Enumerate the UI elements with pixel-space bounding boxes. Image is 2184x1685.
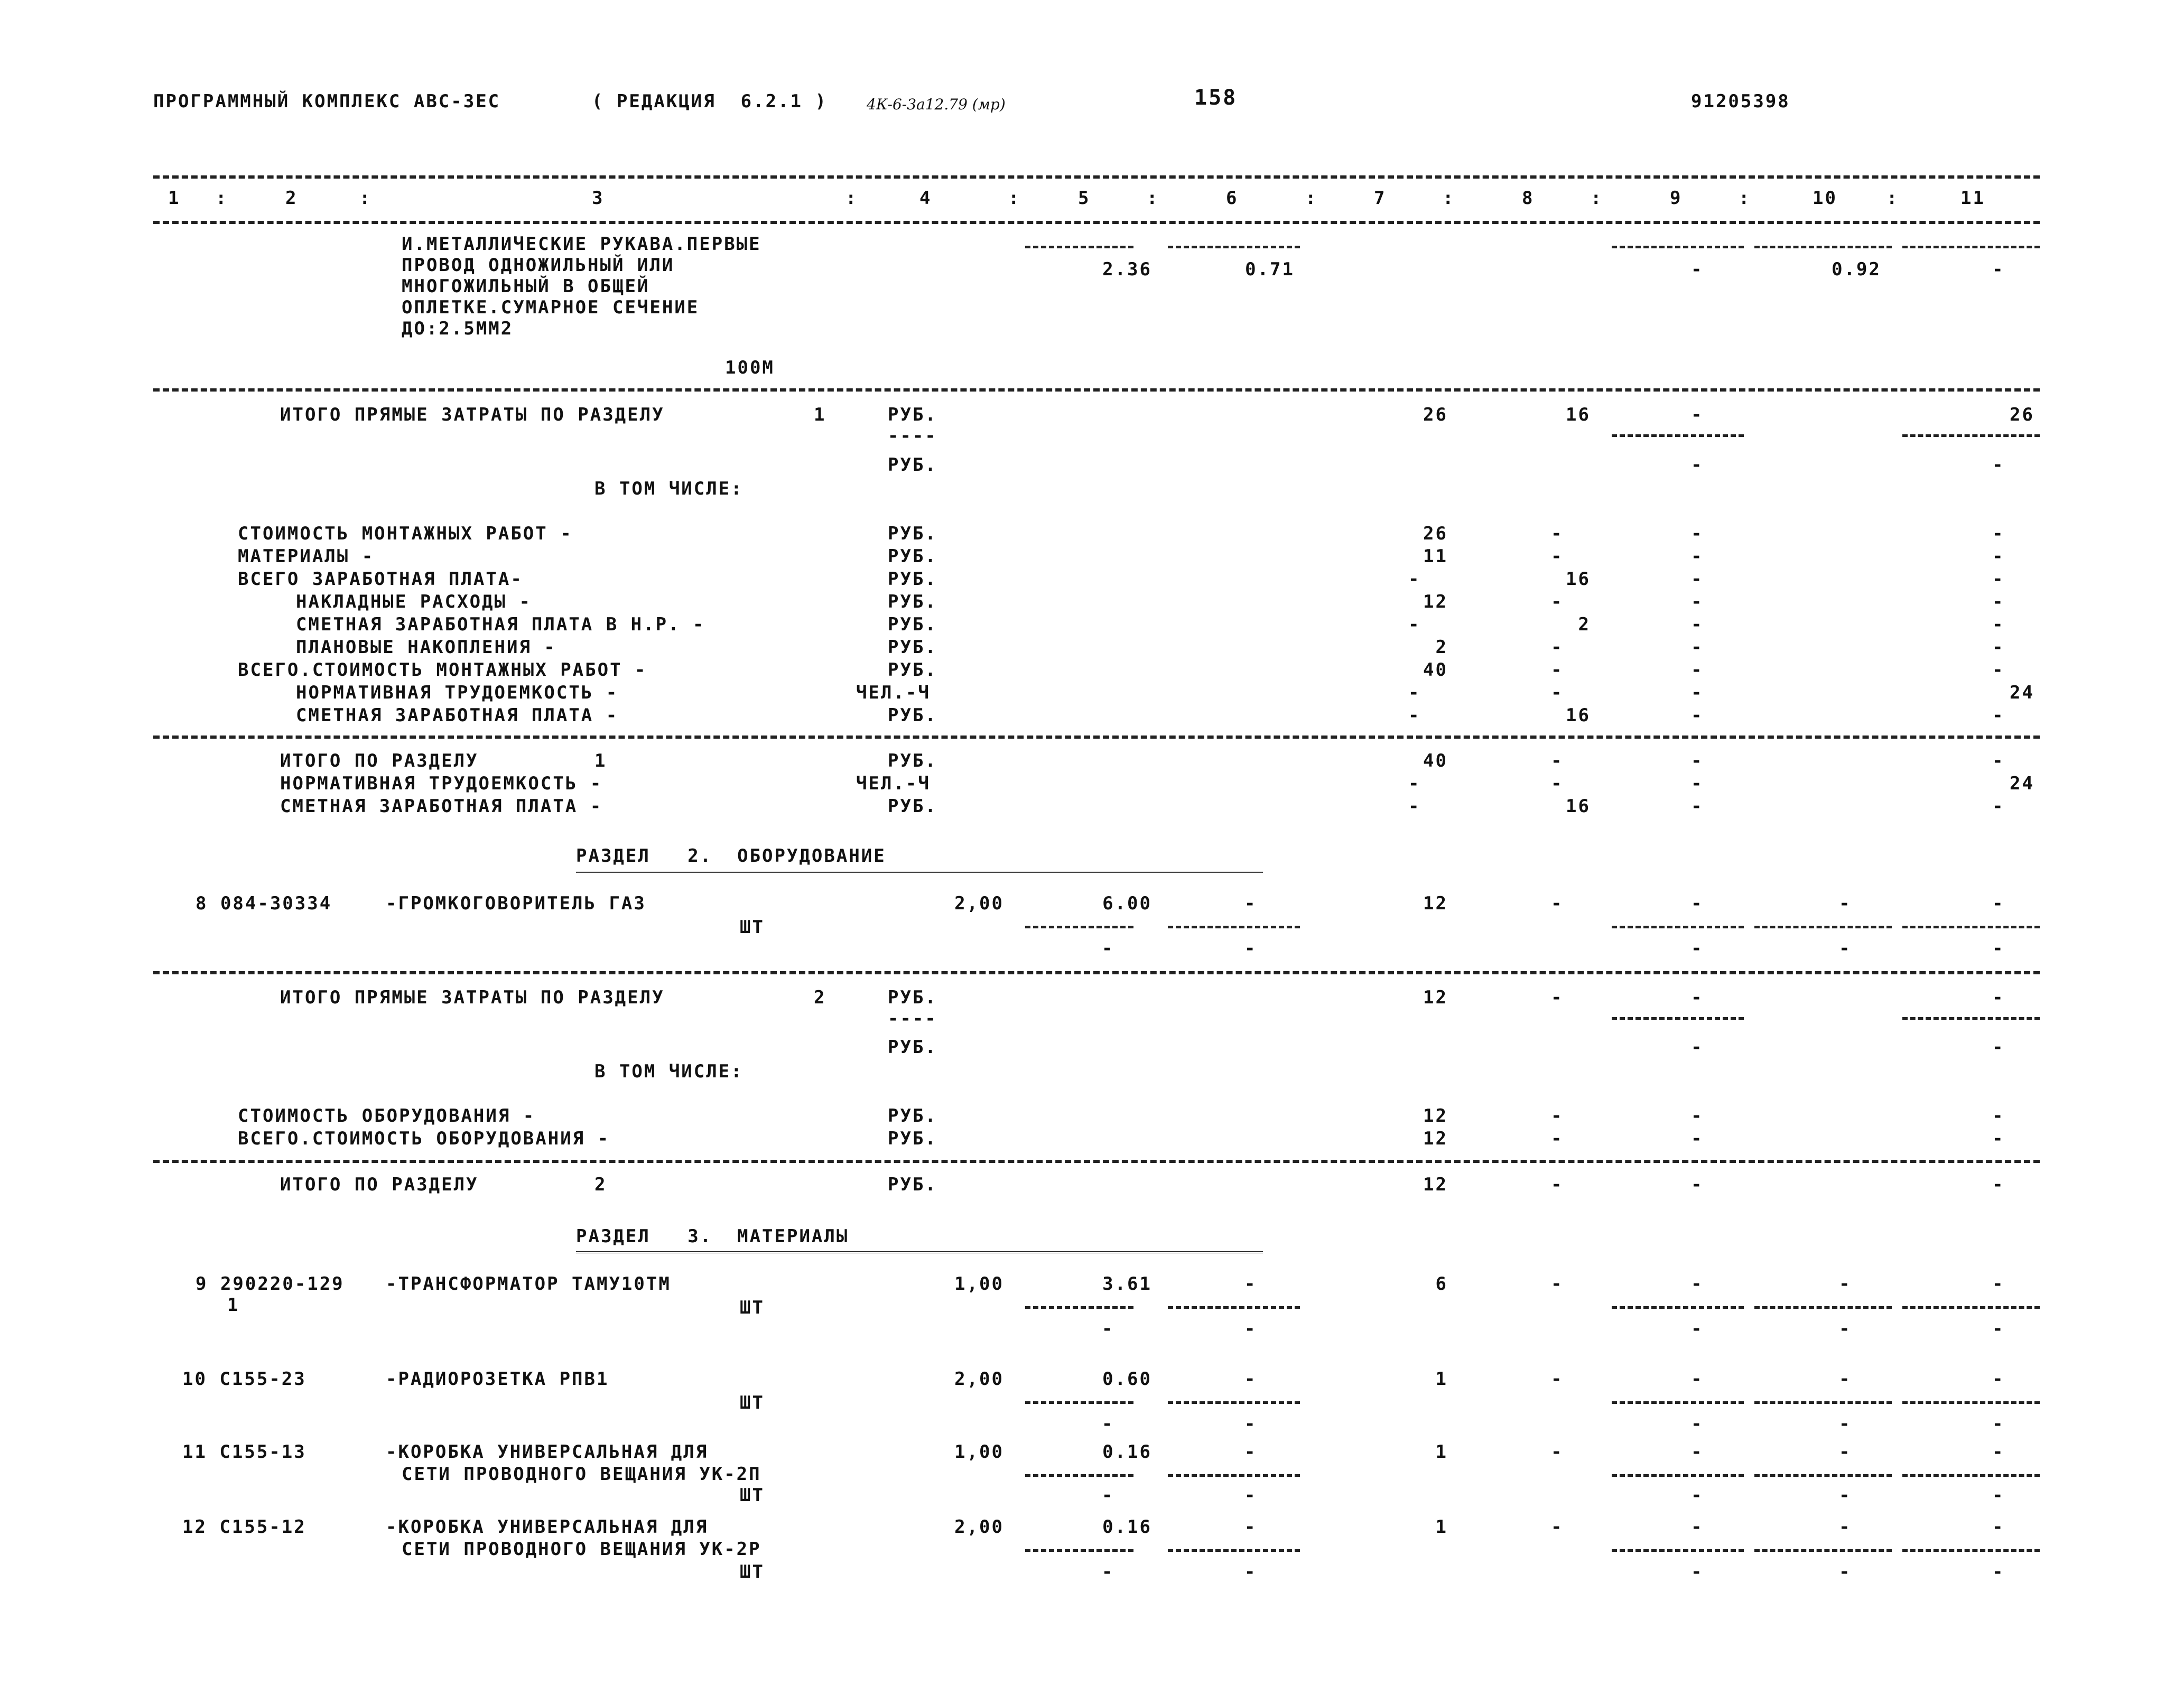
value-rule [1168, 1474, 1300, 1477]
quantity: 2,00 [954, 893, 1004, 914]
unit-label: РУБ. [888, 1105, 937, 1127]
empty-value: - [1691, 1318, 1704, 1339]
empty-value: - [1691, 1441, 1704, 1463]
unit-wage: 0.71 [1245, 259, 1295, 280]
value-rule [1902, 1401, 2040, 1404]
empty-value: - [1244, 1413, 1257, 1435]
section-heading: РАЗДЕЛ 3. МАТЕРИАЛЫ [576, 1226, 849, 1247]
item-description: СЕТИ ПРОВОДНОГО ВЕЩАНИЯ УК-2Р [402, 1539, 761, 1560]
empty-value: - [1691, 1561, 1704, 1582]
breakdown-label: МАТЕРИАЛЫ - [238, 546, 375, 567]
unit-price: 0.60 [1102, 1369, 1152, 1390]
value: 40 [1423, 659, 1448, 681]
col-sep: : [359, 188, 372, 209]
empty-value: - [1551, 750, 1564, 771]
empty-value: - [1992, 987, 2005, 1008]
unit-price: 2.36 [1102, 259, 1152, 280]
value: 24 [2010, 682, 2034, 703]
empty-value: - [1992, 938, 2005, 959]
breakdown-label: ВСЕГО.СТОИМОСТЬ МОНТАЖНЫХ РАБОТ - [238, 659, 647, 681]
value-rule [1025, 1474, 1133, 1477]
empty-value: - [1551, 1128, 1564, 1149]
empty-value: - [1691, 259, 1704, 280]
value-rule [1612, 926, 1744, 928]
empty-value: - [1691, 796, 1704, 817]
col-sep: : [1008, 188, 1021, 209]
value-rule [1168, 1306, 1300, 1309]
empty-value: - [1102, 1561, 1114, 1582]
breakdown-label: СТОИМОСТЬ МОНТАЖНЫХ РАБОТ - [238, 523, 573, 544]
empty-value: - [1992, 796, 2005, 817]
empty-value: - [1992, 659, 2005, 681]
empty-value: - [1691, 938, 1704, 959]
empty-value: - [1551, 659, 1564, 681]
unit-label: РУБ. [888, 750, 937, 771]
item-code: 9 290220-129 [196, 1273, 345, 1295]
item-description: -РАДИОРОЗЕТКА РПВ1 [386, 1369, 609, 1390]
value: 11 [1423, 546, 1448, 567]
empty-value: - [1551, 591, 1564, 612]
unit-label: ШТ [740, 1392, 765, 1413]
empty-value: - [1244, 1561, 1257, 1582]
unit-label: ШТ [740, 1561, 765, 1582]
unit-label: ШТ [740, 1297, 765, 1318]
col-header: 1 [168, 188, 181, 209]
item-code: 10 С155-23 [182, 1369, 306, 1390]
empty-value: - [1839, 1516, 1852, 1538]
empty-value: - [1839, 1318, 1852, 1339]
empty-value: - [1839, 1273, 1852, 1295]
breakdown-label: ПЛАНОВЫЕ НАКОПЛЕНИЯ - [296, 637, 556, 658]
empty-value: - [1691, 773, 1704, 794]
empty-value: - [1992, 705, 2005, 726]
top-rule [153, 175, 2040, 179]
value-rule [1902, 246, 2040, 248]
empty-value: - [1839, 1441, 1852, 1463]
item-description: ОПЛЕТКЕ.СУМАРНОЕ СЕЧЕНИЕ [402, 297, 700, 318]
item-code: 8 084-30334 [196, 893, 332, 914]
section-total-label: ИТОГО ПО РАЗДЕЛУ [280, 750, 479, 771]
value-rule [1902, 1549, 2040, 1552]
item-description: -ТРАНСФОРМАТОР ТАМУ10ТМ [386, 1273, 671, 1295]
col-sep: : [216, 188, 228, 209]
empty-value: - [1691, 614, 1704, 635]
empty-value: - [1408, 682, 1421, 703]
empty-value: - [1992, 523, 2005, 544]
empty-value: - [1408, 705, 1421, 726]
col-header: 4 [919, 188, 932, 209]
empty-value: - [1691, 659, 1704, 681]
unit-label: 100М [725, 357, 775, 378]
empty-value: - [1992, 1516, 2005, 1538]
value-rule [1612, 246, 1744, 248]
section-number: 1 [814, 404, 826, 425]
section-number: 2 [814, 987, 826, 1008]
empty-value: - [1691, 987, 1704, 1008]
section-heading: РАЗДЕЛ 2. ОБОРУДОВАНИЕ [576, 845, 886, 867]
section-rule [153, 971, 2040, 974]
quantity: 1,00 [954, 1441, 1004, 1463]
total-value: 24 [2010, 773, 2034, 794]
empty-value: - [1691, 523, 1704, 544]
value: 16 [1566, 705, 1591, 726]
unit-label: РУБ. [888, 523, 937, 544]
col-header: 2 [285, 188, 298, 209]
section-rule [153, 736, 2040, 739]
empty-value: - [1691, 893, 1704, 914]
empty-value: - [1691, 569, 1704, 590]
unit-label: РУБ. [888, 705, 937, 726]
empty-value: - [1691, 454, 1704, 476]
value-rule [1168, 1549, 1300, 1552]
empty-value: - [1408, 569, 1421, 590]
empty-value: - [1992, 1174, 2005, 1195]
unit-label: РУБ. [888, 659, 937, 681]
empty-value: - [1839, 1369, 1852, 1390]
unit-price: 6.00 [1102, 893, 1152, 914]
empty-value: - [1691, 404, 1704, 425]
value-rule [1754, 1306, 1892, 1309]
item-description: И.МЕТАЛЛИЧЕСКИЕ РУКАВА.ПЕРВЫЕ [402, 234, 761, 255]
program-name: ПРОГРАММНЫЙ КОМПЛЕКС АВС-ЗЕС [153, 91, 501, 112]
empty-value: - [1992, 454, 2005, 476]
breakdown-label: ВСЕГО.СТОИМОСТЬ ОБОРУДОВАНИЯ - [238, 1128, 610, 1149]
breakdown-label: СМЕТНАЯ ЗАРАБОТНАЯ ПЛАТА - [296, 705, 619, 726]
breakdown-label: СТОИМОСТЬ ОБОРУДОВАНИЯ - [238, 1105, 536, 1127]
empty-value: - [1992, 1441, 2005, 1463]
empty-value: - [1691, 705, 1704, 726]
col-sep: : [1886, 188, 1899, 209]
unit-label: РУБ. [888, 1174, 937, 1195]
document-code: 91205398 [1691, 91, 1790, 112]
empty-value: - [1102, 1413, 1114, 1435]
value-rule [1902, 926, 2040, 928]
col-sep: : [845, 188, 858, 209]
section-total-label: НОРМАТИВНАЯ ТРУДОЕМКОСТЬ - [280, 773, 603, 794]
item-description: ДО:2.5ММ2 [402, 318, 514, 339]
value: 16 [1566, 569, 1591, 590]
empty-value: - [1691, 1105, 1704, 1127]
value-rule [1754, 246, 1892, 248]
unit-dash: ---- [888, 425, 937, 446]
unit-price: 3.61 [1102, 1273, 1152, 1295]
empty-value: - [1244, 1318, 1257, 1339]
unit-label: РУБ. [888, 1037, 937, 1058]
col-sep: : [1443, 188, 1455, 209]
section-rule [153, 388, 2040, 392]
page-number: 158 [1194, 86, 1238, 110]
empty-value: - [1551, 987, 1564, 1008]
empty-value: - [1839, 1413, 1852, 1435]
unit-label: РУБ. [888, 454, 937, 476]
empty-value: - [1551, 1174, 1564, 1195]
unit-label: РУБ. [888, 591, 937, 612]
col-header: 9 [1670, 188, 1683, 209]
section-number: 2 [594, 1174, 607, 1195]
empty-value: - [1691, 1413, 1704, 1435]
breakdown-label: НОРМАТИВНАЯ ТРУДОЕМКОСТЬ - [296, 682, 619, 703]
breakdown-label: НАКЛАДНЫЕ РАСХОДЫ - [296, 591, 532, 612]
breakdown-label: СМЕТНАЯ ЗАРАБОТНАЯ ПЛАТА В Н.Р. - [296, 614, 705, 635]
empty-value: - [1551, 893, 1564, 914]
empty-value: - [1244, 1273, 1257, 1295]
empty-value: - [1992, 750, 2005, 771]
empty-value: - [1992, 1413, 2005, 1435]
empty-value: - [1992, 1318, 2005, 1339]
col-sep: : [1305, 188, 1318, 209]
item-description: -КОРОБКА УНИВЕРСАЛЬНАЯ ДЛЯ [386, 1441, 709, 1463]
empty-value: - [1551, 546, 1564, 567]
empty-value: - [1992, 1037, 2005, 1058]
value-rule [1168, 926, 1300, 928]
value-rule [1168, 246, 1300, 248]
item-description: -ГРОМКОГОВОРИТЕЛЬ ГАЗ [386, 893, 646, 914]
col-header: 10 [1813, 188, 1837, 209]
col-header: 3 [592, 188, 605, 209]
value-rule [1754, 1401, 1892, 1404]
value-rule [1902, 1306, 2040, 1309]
handwritten-note: 4К-6-3а12.79 (мр) [867, 96, 1006, 113]
empty-value: - [1992, 1128, 2005, 1149]
quantity: 2,00 [954, 1369, 1004, 1390]
empty-value: - [1992, 893, 2005, 914]
subheading: В ТОМ ЧИСЛЕ: [594, 478, 744, 499]
col-header: 11 [1960, 188, 1985, 209]
empty-value: - [1691, 1174, 1704, 1195]
heading-underline [576, 871, 1263, 873]
col-header: 5 [1078, 188, 1091, 209]
section-total-label: ИТОГО ПРЯМЫЕ ЗАТРАТЫ ПО РАЗДЕЛУ [280, 987, 665, 1008]
col-header: 7 [1374, 188, 1387, 209]
section-rule [153, 1160, 2040, 1163]
empty-value: - [1992, 546, 2005, 567]
empty-value: - [1691, 1037, 1704, 1058]
empty-value: - [1551, 1369, 1564, 1390]
value-rule [1612, 434, 1744, 437]
col-sep: : [1591, 188, 1603, 209]
empty-value: - [1691, 591, 1704, 612]
total-value: 40 [1423, 750, 1448, 771]
empty-value: - [1551, 1516, 1564, 1538]
value-rule [1025, 1549, 1133, 1552]
empty-value: - [1992, 1369, 2005, 1390]
value-rule [1612, 1474, 1744, 1477]
value: 2 [1435, 637, 1448, 658]
unit-label: РУБ. [888, 987, 937, 1008]
value: 1 [1435, 1516, 1448, 1538]
empty-value: - [1551, 1441, 1564, 1463]
unit-label: РУБ. [888, 637, 937, 658]
empty-value: - [1992, 591, 2005, 612]
empty-value: - [1244, 1516, 1257, 1538]
value: 1 [1435, 1441, 1448, 1463]
total-value: 12 [1423, 1174, 1448, 1195]
item-code: 11 С155-13 [182, 1441, 306, 1463]
empty-value: - [1551, 637, 1564, 658]
value-rule [1025, 1401, 1133, 1404]
item-description: МНОГОЖИЛЬНЫЙ В ОБЩЕЙ [402, 276, 650, 297]
empty-value: - [1244, 1369, 1257, 1390]
unit-label: РУБ. [888, 404, 937, 425]
empty-value: - [1102, 1318, 1114, 1339]
empty-value: - [1244, 1441, 1257, 1463]
value-rule [1025, 246, 1133, 248]
unit-label: РУБ. [888, 1128, 937, 1149]
item-code: 12 С155-12 [182, 1516, 306, 1538]
item-description: СЕТИ ПРОВОДНОГО ВЕЩАНИЯ УК-2П [402, 1464, 761, 1485]
value-rule [1168, 1401, 1300, 1404]
empty-value: - [1551, 773, 1564, 794]
empty-value: - [1992, 1485, 2005, 1506]
empty-value: - [1691, 1485, 1704, 1506]
value: 12 [1423, 591, 1448, 612]
value-rule [1902, 1474, 2040, 1477]
value-rule [1612, 1549, 1744, 1552]
value: 6 [1435, 1273, 1448, 1295]
col-sep: : [1739, 188, 1751, 209]
empty-value: - [1244, 893, 1257, 914]
empty-value: - [1992, 614, 2005, 635]
value: 12 [1423, 1128, 1448, 1149]
section-number: 1 [594, 750, 607, 771]
total-value: 26 [2010, 404, 2034, 425]
quantity: 1,00 [954, 1273, 1004, 1295]
col-header: 8 [1522, 188, 1535, 209]
empty-value: - [1992, 1273, 2005, 1295]
empty-value: - [1102, 1485, 1114, 1506]
value-rule [1902, 1017, 2040, 1020]
unit-price: 0.16 [1102, 1516, 1152, 1538]
empty-value: - [1408, 773, 1421, 794]
total-value: 26 [1423, 404, 1448, 425]
empty-value: - [1691, 637, 1704, 658]
value: 12 [1423, 1105, 1448, 1127]
value-rule [1902, 434, 2040, 437]
total-value: 16 [1566, 404, 1591, 425]
value: 12 [1423, 893, 1448, 914]
subheading: В ТОМ ЧИСЛЕ: [594, 1061, 744, 1082]
value-rule [1025, 926, 1133, 928]
value-rule [1025, 1306, 1133, 1309]
empty-value: - [1244, 938, 1257, 959]
value: 0.92 [1832, 259, 1881, 280]
total-value: 16 [1566, 796, 1591, 817]
value-rule [1754, 1549, 1892, 1552]
empty-value: - [1691, 750, 1704, 771]
section-total-label: СМЕТНАЯ ЗАРАБОТНАЯ ПЛАТА - [280, 796, 603, 817]
empty-value: - [1551, 1105, 1564, 1127]
total-value: 12 [1423, 987, 1448, 1008]
empty-value: - [1839, 1561, 1852, 1582]
item-description: ПРОВОД ОДНОЖИЛЬНЫЙ ИЛИ [402, 255, 675, 276]
item-code-continuation: 1 [227, 1295, 240, 1316]
empty-value: - [1992, 569, 2005, 590]
empty-value: - [1691, 1369, 1704, 1390]
col-header: 6 [1226, 188, 1239, 209]
unit-dash: ---- [888, 1008, 937, 1029]
col-sep: : [1147, 188, 1159, 209]
empty-value: - [1839, 938, 1852, 959]
unit-label: РУБ. [888, 796, 937, 817]
empty-value: - [1691, 546, 1704, 567]
unit-label: ШТ [740, 1485, 765, 1506]
value-rule [1754, 1474, 1892, 1477]
empty-value: - [1992, 1105, 2005, 1127]
empty-value: - [1244, 1485, 1257, 1506]
unit-label: РУБ. [888, 614, 937, 635]
empty-value: - [1551, 682, 1564, 703]
value: 26 [1423, 523, 1448, 544]
unit-label: ШТ [740, 917, 765, 938]
empty-value: - [1551, 523, 1564, 544]
value-rule [1612, 1401, 1744, 1404]
value-rule [1612, 1306, 1744, 1309]
unit-label: РУБ. [888, 546, 937, 567]
empty-value: - [1691, 682, 1704, 703]
section-total-label: ИТОГО ПО РАЗДЕЛУ [280, 1174, 479, 1195]
value: 1 [1435, 1369, 1448, 1390]
unit-label: ЧЕЛ.-Ч [856, 773, 931, 794]
item-description: -КОРОБКА УНИВЕРСАЛЬНАЯ ДЛЯ [386, 1516, 709, 1538]
empty-value: - [1839, 1485, 1852, 1506]
empty-value: - [1691, 1128, 1704, 1149]
heading-underline [576, 1251, 1263, 1253]
empty-value: - [1992, 259, 2005, 280]
empty-value: - [1839, 893, 1852, 914]
empty-value: - [1551, 1273, 1564, 1295]
empty-value: - [1102, 938, 1114, 959]
edition-label: ( РЕДАКЦИЯ 6.2.1 ) [592, 91, 828, 112]
breakdown-label: ВСЕГО ЗАРАБОТНАЯ ПЛАТА- [238, 569, 523, 590]
header-rule [153, 221, 2040, 224]
empty-value: - [1691, 1273, 1704, 1295]
value-rule [1612, 1017, 1744, 1020]
empty-value: - [1992, 637, 2005, 658]
unit-label: РУБ. [888, 569, 937, 590]
empty-value: - [1408, 796, 1421, 817]
unit-label: ЧЕЛ.-Ч [856, 682, 931, 703]
empty-value: - [1408, 614, 1421, 635]
unit-price: 0.16 [1102, 1441, 1152, 1463]
value: 2 [1578, 614, 1591, 635]
value-rule [1754, 926, 1892, 928]
empty-value: - [1691, 1516, 1704, 1538]
section-total-label: ИТОГО ПРЯМЫЕ ЗАТРАТЫ ПО РАЗДЕЛУ [280, 404, 665, 425]
empty-value: - [1992, 1561, 2005, 1582]
quantity: 2,00 [954, 1516, 1004, 1538]
